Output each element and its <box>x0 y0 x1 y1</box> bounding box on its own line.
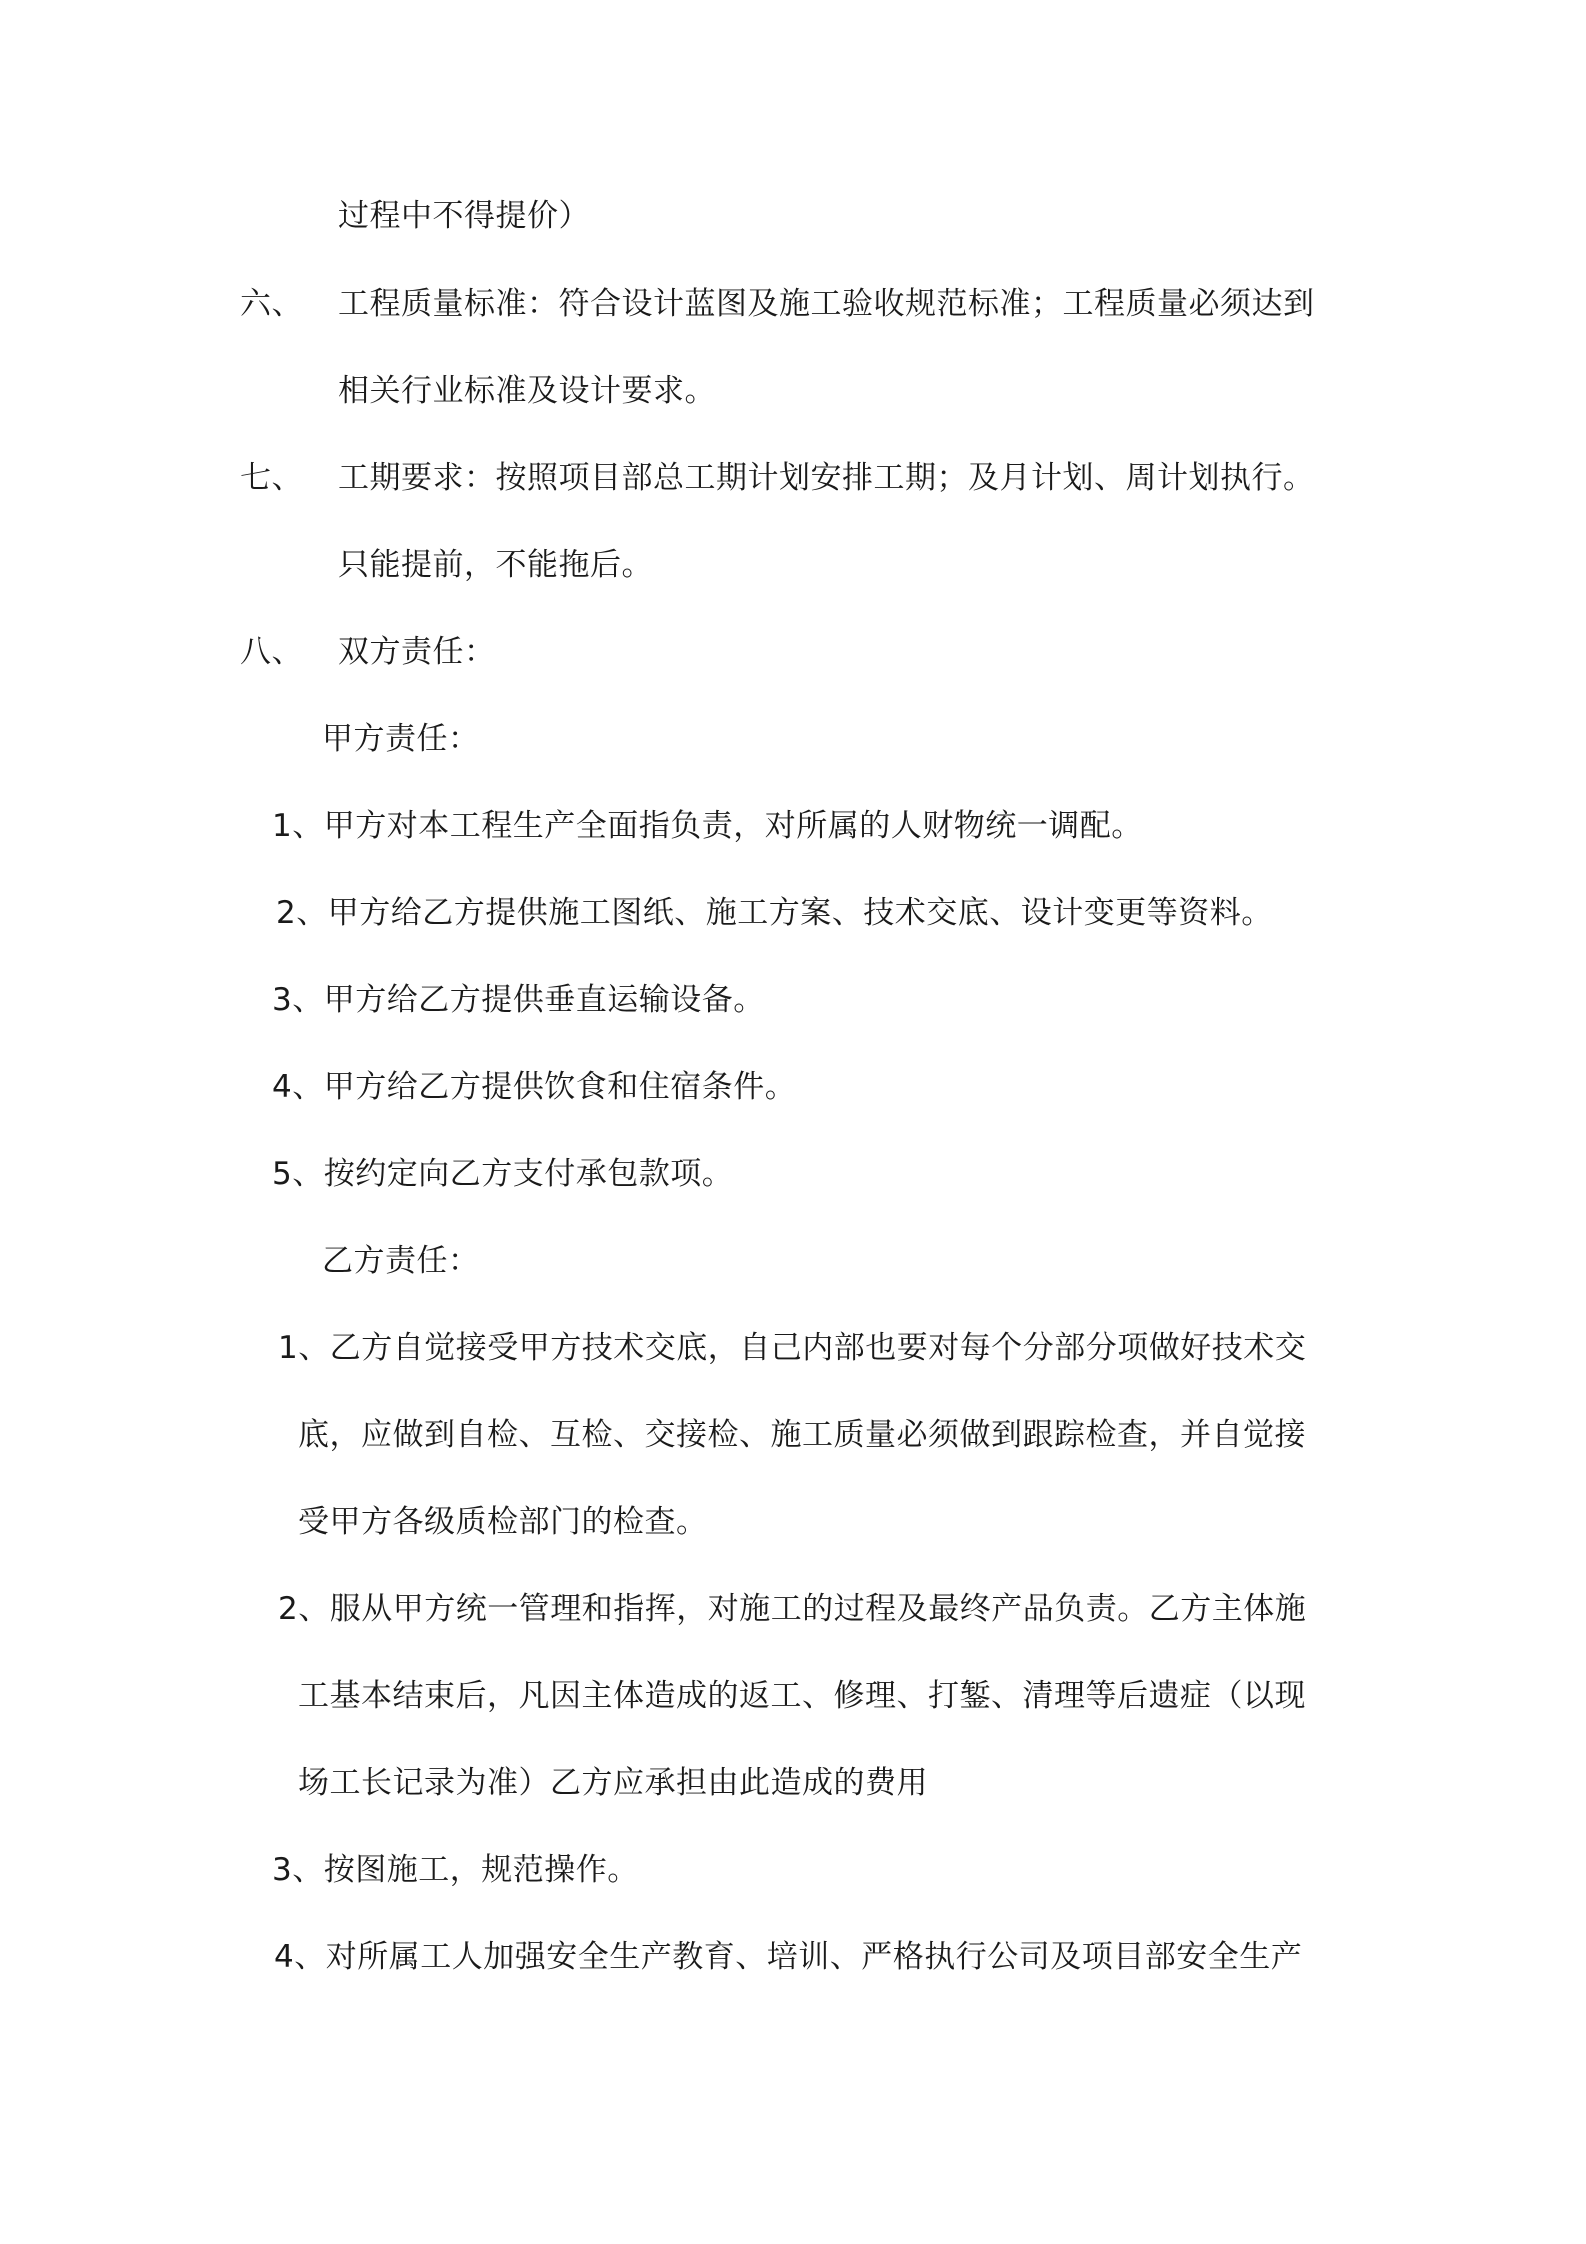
section-6-line-1: 工程质量标准：符合设计蓝图及施工验收规范标准；工程质量必须达到 <box>338 286 1315 322</box>
section-7-number: 七、 <box>240 460 303 496</box>
party-b-heading: 乙方责任： <box>322 1243 480 1279</box>
party-b-item-2-line-1: 2、服从甲方统一管理和指挥，对施工的过程及最终产品负责。乙方主体施 <box>278 1591 1307 1627</box>
party-a-item-5: 5、按约定向乙方支付承包款项。 <box>272 1156 734 1192</box>
party-b-item-1-line-3: 受甲方各级质检部门的检查。 <box>298 1504 708 1540</box>
party-a-item-1: 1、甲方对本工程生产全面指负责，对所属的人财物统一调配。 <box>272 808 1143 844</box>
section-6-number: 六、 <box>240 286 303 322</box>
party-b-item-2-line-3: 场工长记录为准）乙方应承担由此造成的费用 <box>298 1765 928 1801</box>
section-8-number: 八、 <box>240 634 303 670</box>
section-7-line-1: 工期要求：按照项目部总工期计划安排工期；及月计划、周计划执行。 <box>338 460 1315 496</box>
party-b-item-3: 3、按图施工，规范操作。 <box>272 1852 639 1888</box>
section-7-line-2: 只能提前，不能拖后。 <box>338 547 653 583</box>
party-a-item-4: 4、甲方给乙方提供饮食和住宿条件。 <box>272 1069 797 1105</box>
party-a-item-2: 2、甲方给乙方提供施工图纸、施工方案、技术交底、设计变更等资料。 <box>276 895 1273 931</box>
party-b-item-2-line-2: 工基本结束后，凡因主体造成的返工、修理、打錾、清理等后遗症（以现 <box>298 1678 1306 1714</box>
section-8-title: 双方责任： <box>338 634 496 670</box>
party-b-item-1-line-1: 1、乙方自觉接受甲方技术交底，自己内部也要对每个分部分项做好技术交 <box>278 1330 1307 1366</box>
party-b-item-4: 4、对所属工人加强安全生产教育、培训、严格执行公司及项目部安全生产 <box>274 1939 1303 1975</box>
party-a-heading: 甲方责任： <box>322 721 480 757</box>
party-b-item-1-line-2: 底，应做到自检、互检、交接检、施工质量必须做到跟踪检查，并自觉接 <box>298 1417 1306 1453</box>
continuation-line: 过程中不得提价） <box>338 198 590 234</box>
section-6-line-2: 相关行业标准及设计要求。 <box>338 373 716 409</box>
party-a-item-3: 3、甲方给乙方提供垂直运输设备。 <box>272 982 765 1018</box>
